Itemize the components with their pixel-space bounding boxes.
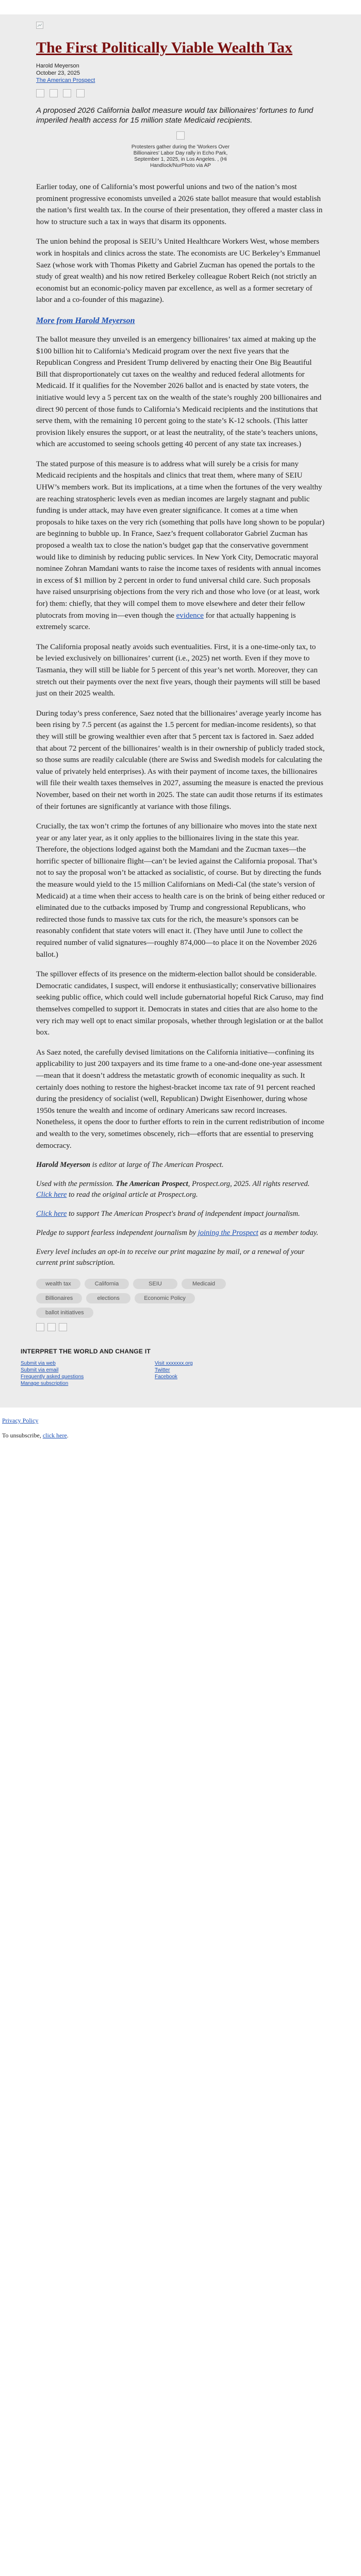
paragraph: The spillover effects of its presence on the midterm-election ballot should be considerable. Democratic candidates, I suspect, will endorse it enthusiastically; conservative billionaires seeking public office, which could well include gubernatorial hopeful Rick Caruso, may find themselves compelled to support it. Democrats in states and cities that are also home to the very rich may well opt to enact similar proposals, whether through legislation or at the ballot box. — [36, 970, 324, 1037]
unsubscribe-text: To unsubscribe, — [2, 1432, 43, 1439]
article — [36, 37, 325, 1331]
original-article-link[interactable]: Click here — [36, 1191, 67, 1199]
article-title[interactable]: The First Politically Viable Wealth Tax — [36, 39, 292, 56]
newsletter-panel — [0, 14, 361, 1408]
unsubscribe-line — [2, 1432, 359, 1439]
submit-web-link[interactable]: Submit via web — [21, 1361, 56, 1367]
bio-end: . — [221, 1161, 224, 1170]
bio-name: Harold Meyerson — [36, 1161, 91, 1170]
visit-site-link[interactable]: Visit xxxxxxx.org — [155, 1361, 193, 1367]
join-prospect-link[interactable]: joining the Prospect — [198, 1229, 258, 1238]
evidence-link[interactable]: evidence — [176, 611, 204, 620]
permission-text: , Prospect.org, 2025. All rights reserved. — [188, 1180, 310, 1189]
paragraph: Earlier today, one of California’s most powerful unions and two of the nation’s most prominent progressive economists unveiled a 2026 state ballot measure that would establish the nation’s first wealth tax. In the course of their presentation, they offered a master class in how to structure such a tax in ways that disarm its opponents. — [36, 183, 323, 226]
permission-text: Used with the permission. — [36, 1180, 116, 1189]
more-from-link[interactable]: More from Harold Meyerson — [36, 316, 135, 325]
paragraph — [36, 459, 325, 633]
pledge-text: as a member today. — [258, 1229, 319, 1238]
unsubscribe-link[interactable]: click here — [42, 1432, 67, 1439]
article-dek: A proposed 2026 California ballot measure would tax billionaires’ fortunes to fund imperiled health access for 15 million state Medicaid recipients. — [36, 106, 314, 125]
bio-text: is editor at large of — [90, 1161, 152, 1170]
footer-title: INTERPRET THE WORLD AND CHANGE IT — [21, 1348, 151, 1355]
tag[interactable]: Medicaid — [182, 1279, 226, 1289]
bio-pub: The American Prospect — [151, 1161, 222, 1170]
publish-date: October 23, 2025 — [36, 70, 80, 76]
photo-caption: Protesters gather during the 'Workers Over Billionaires' Labor Day rally in Echo Park, September 1, 2025, in Los Angeles. , (Hi Handlock/NurPhoto via AP — [131, 144, 230, 168]
tag[interactable]: ballot initiatives — [36, 1308, 93, 1318]
paragraph: As Saez noted, the carefully devised limitations on the California initiative—confining its applicability to just 200 taxpayers and its time frame to a one-and-done one-year assessment—mean that it doesn’t address the metastatic growth of economic inequality as such. It certainly does nothing to restore the highest-bracket income tax rate of 91 percent reached during the presidency of socialist (well, Republican) Dwight Eisenhower, during whose 1950s tenure the wealth and income of ordinary Americans saw record increases. Nonetheless, it opens the door to further efforts to rein in the current redistribution of income and wealth to the very, sometimes obscenely, rich—efforts that are essential to preserving democracy. — [36, 1048, 324, 1150]
paragraph: The California proposal neatly avoids such eventualities. First, it is a one-time-only tax, to be levied exclusively on billionaires’ current (i.e., 2025) net worth. Even if they move to Tasmania, they will still be liable for 5 percent of this year’s net worth. Moreover, they can stretch out their payments over the next five years, though their payments will still be based just on their 2025 wealth. — [36, 642, 320, 698]
author-name: Harold Meyerson — [36, 63, 79, 69]
pledge-text: Pledge to support fearless independent journalism by — [36, 1229, 198, 1238]
membership-note: Every level includes an opt-in to receive our print magazine by mail, or a renewal of your current print subscription. — [36, 1248, 305, 1267]
permission-pub: The American Prospect — [116, 1180, 188, 1189]
article-container — [36, 22, 325, 1331]
support-link[interactable]: Click here — [36, 1210, 67, 1218]
paragraph: The union behind the proposal is SEIU’s United Healthcare Workers West, whose members work in hospitals and clinics across the state. The economists are UC Berkeley’s Emmanuel Saez (whose work with Thomas Piketty and Gabriel Zucman has opened the portals to the study of great wealth) and his now retired Berkeley colleague Robert Reich (not strictly an economist but an economic-policy maven par excellence, as well as a former secretary of labor and a co-founder of this magazine). — [36, 238, 321, 304]
support-note — [36, 1209, 325, 1219]
photo-placeholder-icon — [176, 131, 185, 140]
more-from-heading — [36, 316, 325, 326]
tag[interactable]: elections — [86, 1293, 130, 1303]
twitter-link[interactable]: Twitter — [155, 1367, 170, 1374]
tag[interactable]: SEIU — [133, 1279, 177, 1289]
tag[interactable]: wealth tax — [36, 1279, 80, 1289]
article-figure — [36, 131, 325, 169]
footer-columns — [21, 1360, 340, 1387]
facebook-link[interactable]: Facebook — [155, 1374, 177, 1380]
manage-subscription-link[interactable]: Manage subscription — [21, 1381, 69, 1387]
paragraph: The ballot measure they unveiled is an emergency billionaires’ tax aimed at making up the $100 billion hit to California’s Medicaid program over the next five years that the Republican Congress and President Trump delivered by enacting their One Big Beautiful Bill that disproportionately cut taxes on the wealthy and reduced federal allotments for Medicaid. If it qualifies for the November 2026 ballot and is enacted by state voters, the initiative would levy a 5 percent tax on the wealth of the state’s roughly 200 billionaires and direct 90 percent of those funds to California’s Medicaid recipients and the institutions that serve them, with the remaining 10 percent going to the state’s K-12 schools. (This latter provision likely ensures the support, or at least the neutrality, of the state’s teachers unions, which are accustomed to seeing schools getting 40 percent of any state tax increases.) — [36, 335, 322, 449]
submit-email-link[interactable]: Submit via email — [21, 1367, 59, 1374]
share-twitter-icon[interactable] — [47, 1323, 56, 1331]
permission-note — [36, 1179, 325, 1200]
top-bar — [0, 0, 361, 7]
share-facebook-icon[interactable] — [36, 89, 44, 97]
article-meta — [36, 62, 325, 84]
share-facebook-icon[interactable] — [36, 1323, 44, 1331]
publication-link[interactable]: The American Prospect — [36, 77, 95, 83]
newsletter-logo — [36, 22, 325, 31]
post-footer — [0, 1408, 361, 1456]
share-row-top — [36, 89, 325, 97]
newsletter-footer — [21, 1348, 340, 1387]
paragraph: Crucially, the tax won’t crimp the fortunes of any billionaire who moves into the state next year or any later year, as it only applies to the billionaires living in the state this year. Therefore, the objections lodged against both the Mamdani and the Zucman taxes—the horrific specter of billionaire flight—can’t be levied against the California proposal. That’s not to say the proposal won’t be attacked as socialistic, of course. But by directing the funds the measure would yield to the 15 million Californians on Medi-Cal (the state’s version of Medicaid) at a time when their access to health care is on the brink of being either reduced or eliminated due to the cutbacks imposed by Trump and congressional Republicans, who redirected those funds to massive tax cuts for the rich, the measure’s sponsors can be reasonably confident that state voters will enact it. (They have until June to collect the required number of valid signatures—roughly 874,000—to place it on the November 2026 ballot.) — [36, 822, 325, 959]
faq-link[interactable]: Frequently asked questions — [21, 1374, 84, 1380]
support-text: to support The American Prospect's brand of independent impact journalism. — [67, 1210, 300, 1218]
share-link-icon[interactable] — [76, 89, 85, 97]
privacy-policy-link[interactable]: Privacy Policy — [2, 1417, 39, 1425]
pledge-note — [36, 1228, 325, 1239]
share-email-icon[interactable] — [59, 1323, 67, 1331]
paragraph-text: for that actually happening is extremely scarce. — [36, 611, 296, 632]
tag[interactable]: Economic Policy — [135, 1293, 195, 1303]
tag[interactable]: California — [85, 1279, 129, 1289]
footer-right-column — [155, 1360, 289, 1387]
footer-left-column — [21, 1360, 155, 1387]
unsubscribe-end: . — [67, 1432, 69, 1439]
permission-text: to read the original article at Prospect.org. — [67, 1191, 198, 1199]
tag-list — [36, 1279, 253, 1318]
paragraph: During today’s press conference, Saez noted that the billionaires’ average yearly income has been rising by 7.5 percent (as against the 1.5 percent for median-income residents), so that they will still be growing wealthier even after that 5 percent tax is factored in. Saez added that about 72 percent of the billionaires’ wealth is in their ownership of publicly traded stock, so those sums are readily calculable (there are Swiss and Swedish models for calculating the value of privately held enterprises). As with their payment of income taxes, the billionaires will file their wealth taxes themselves in 2027, assuming the measure is enacted the previous November, based on their net worth in 2025. The state can audit those returns if its estimates of their fortunes are significantly at variance with those filings. — [36, 709, 325, 811]
author-bio — [36, 1160, 325, 1171]
tag[interactable]: Billionaires — [36, 1293, 82, 1303]
share-email-icon[interactable] — [63, 89, 71, 97]
paragraph-text: The stated purpose of this measure is to address what will surely be a crisis for many Medicaid recipients and the hospitals and clinics that treat them, where many of SEIU UHW’s members work. But its implications, at a time when the fortunes of the very wealthy are reaching stratospheric levels even as median incomes are largely stagnant and public funding is under attack, may have even greater significance. It comes at a time when proposals to hike taxes on the very rich (something that polls have long shown to be popular) are beginning to bubble up. In France, Saez’s frequent collaborator Gabriel Zucman has proposed a wealth tax to close the nation’s budget gap that the conservative government would like to diminish by reducing public services. In New York City, Democratic mayoral nominee Zohran Mamdani wants to raise the income taxes of residents with annual incomes in excess of $1 million by 2 percent in order to fund universal child care. Such proposals have raised unsurprising objections from the very rich and those who love (or at least, work for) them: chiefly, that they will compel them to move elsewhere and deter their fellow plutocrats from moving in—even though the — [36, 460, 325, 620]
logo-image-icon — [36, 22, 43, 29]
share-twitter-icon[interactable] — [50, 89, 58, 97]
share-row-bottom — [36, 1323, 325, 1331]
